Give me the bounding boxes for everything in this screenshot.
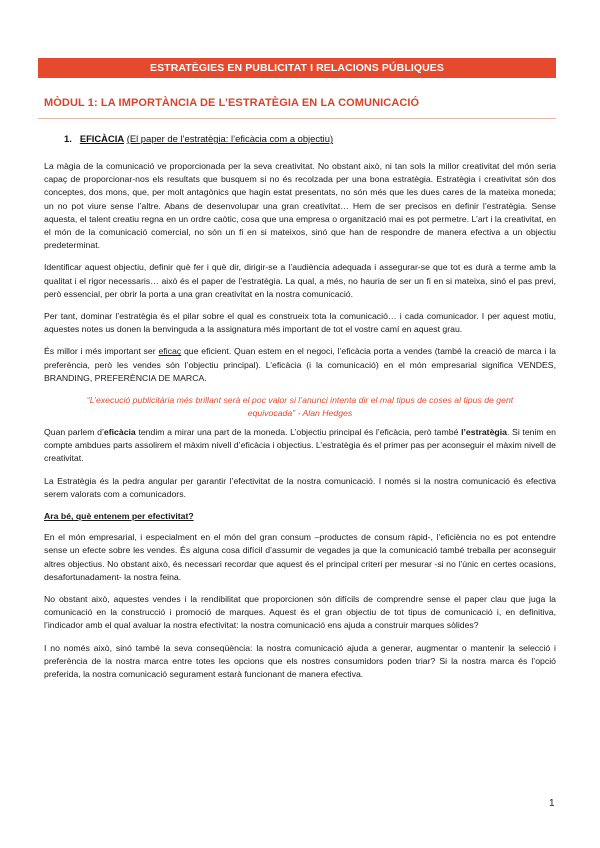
paragraph-4	[44, 345, 556, 385]
module-title: MÒDUL 1: LA IMPORTÀNCIA DE L’ESTRATÈGIA EN LA COMUNICACIÓ	[44, 97, 420, 109]
paragraph-5-text-b: tendim a mirar una part de la moneda. L’objectiu principal és l’eficàcia, però també	[135, 427, 462, 438]
paragraph-5-text-a: Quan parlem d’	[44, 427, 104, 438]
paragraph-3: Per tant, dominar l’estratègia és el pilar sobre el qual es construeix tota la comunicació… i cada comunicador. I per aquest motiu, aquestes notes us donen la benvinguda a la assignatura més important de tot el vostre camí en aquest grau.	[44, 311, 556, 335]
section-heading	[64, 133, 333, 144]
section-word: EFICÀCIA	[79, 133, 125, 144]
paragraph-2: Identificar aquest objectiu, definir què fer i què dir, dirigir-se a l’audiència adequada i assegurar-se que tot es durà a terme amb la qualitat i el rigor necessaris… això és el paper de l’estratègia. La qual, a més, no hauria de ser un fi en si mateixa, sinó el pas previ, però essencial, per obrir la porta a una gran creativitat en la nostra comunicació.	[44, 262, 556, 299]
paragraph-9: I no només això, sinó també la seva conseqüència: la nostra comunicació ajuda a generar, augmentar o mantenir la selecció i preferència de la nostra marca entre totes les opcions que els nostres consumidors poden triar? Si la nostra marca és l’opció preferida, la nostra comunicació segurament estarà funcionant de manera efectiva.	[44, 642, 556, 680]
paragraph-5-bold-b: l’estratègia	[461, 427, 507, 438]
paragraph-4-underlined-word: eficaç	[158, 346, 182, 357]
section-subtitle: (El paper de l’estratègia: l’eficàcia com a objectiu)	[126, 133, 334, 144]
page-number: 1	[549, 798, 555, 809]
subheading: Ara bé, què entenem per efectivitat?	[44, 511, 194, 522]
paragraph-8: No obstant això, aquestes vendes i la rendibilitat que proporcionen són difícils de comprendre sense el paper clau que juga la comunicació en la construcció i promoció de marques. Aquest és el gran objectiu de tot tipus de comunicació i, en definitiva, l’indicador amb el qual avaluar la nostra efectivitat: la nostra comunicació ens ajuda a construir marques sòlides?	[44, 594, 556, 631]
document-title: ESTRATÈGIES EN PUBLICITAT I RELACIONS PÚBLIQUES	[149, 62, 445, 74]
paragraph-5-bold-a: eficàcia	[103, 427, 136, 438]
section-number: 1.	[64, 133, 72, 144]
paragraph-7: En el món empresarial, i especialment en el món del gran consum –productes de consum ràpid-, l’eficiència no es pot entendre sense un efecte sobre les vendes. És alguna cosa difícil d’assumir de vegades ja que la comunicació també treballa per aconseguir altres objectius. No obstant això, és necessari recordar que aquest és el principal criteri per mesurar -si no l’únic en certes ocasions, desafortunadament- la nostra feina.	[44, 532, 556, 582]
paragraph-4-text-a: És millor i més important ser	[44, 346, 159, 357]
paragraph-1: La màgia de la comunicació ve proporcionada per la seva creativitat. No obstant això, ni tan sols la millor creativitat del món seria capaç de proporcionar-nos els resultats que busquem si no és recolzada per una bona estratègia. Estratègia i creativitat són dos conceptes, dos mons, que, per molt antagònics que hagin estat presentats, no són més que les dues cares de la mateixa moneda; un no pot viure sense l’altre. Abans de desenvolupar una gran creativitat… Hem de ser precisos en definir l’estratègia. Sense aquesta, el talent creatiu regna en un ordre caòtic, cosa que una empresa o organització mai es pot permetre. L’art i la creativitat, en el món de la comunicació comercial, no són un fi en si mateixos, sinó que han de respondre de manera efectiva a un objectiu predeterminat.	[44, 161, 556, 251]
paragraph-5-text-c: . Si tenim en compte ambdues parts assolirem el màxim nivell d’eficàcia i objectius. L’estratègia és el primer pas per aconseguir el màxim nivell de creativitat.	[44, 427, 556, 464]
paragraph-6: La Estratègia és la pedra angular per garantir l’efectivitat de la nostra comunicació. I només si la nostra comunicació és efectiva serem valorats com a comunicadors.	[44, 475, 556, 499]
document-body	[44, 160, 556, 690]
paragraph-4-text-b: que eficient. Quan estem en el negoci, l’eficàcia porta a vendes (també la creació de marca i la preferència, però les vendes són l’objectiu principal). L’eficàcia (i la comunicació) en el món empresarial significa VENDES, BRANDING, PREFERÈNCIA DE MARCA.	[44, 346, 556, 383]
quote: “L’execució publicitària més brillant serà el poc valor si l’anunci intenta dir el mal tipus de coses al tipus de gent equivocada” - Alan Hedges	[86, 395, 514, 419]
document-header-bar	[38, 58, 556, 78]
paragraph-5	[44, 426, 556, 466]
module-divider	[38, 118, 556, 119]
